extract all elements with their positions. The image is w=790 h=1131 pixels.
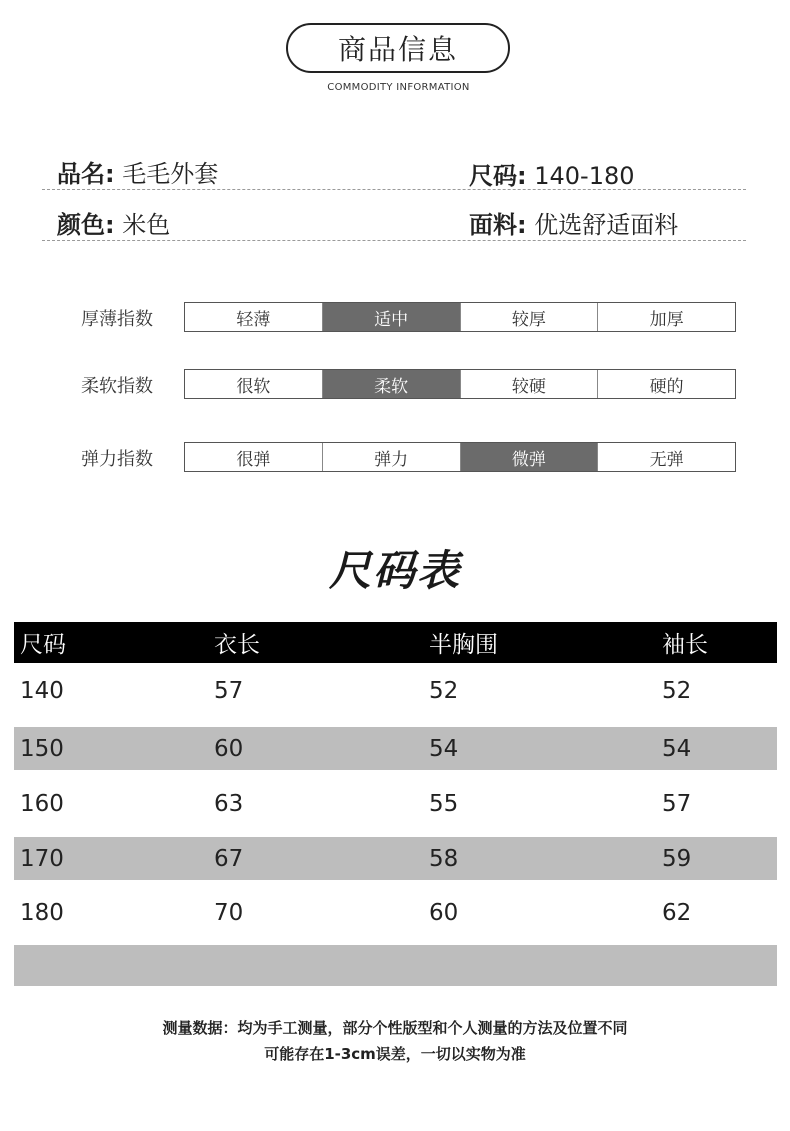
table-cell: 54 (429, 735, 459, 762)
scale-option: 很软 (185, 370, 323, 398)
table-cell: 57 (214, 678, 244, 704)
softness-index-scale (184, 369, 736, 399)
scale-option: 柔软 (323, 370, 461, 398)
softness-index-label: 柔软指数 (81, 376, 153, 397)
table-cell: 60 (429, 899, 459, 926)
product-size-value: 140-180 (534, 162, 635, 190)
scale-option: 很弹 (185, 443, 323, 471)
scale-option: 加厚 (649, 309, 684, 330)
table-cell: 52 (429, 678, 459, 704)
scale-option: 较硬 (461, 370, 599, 398)
size-chart-title: 尺码表 (328, 546, 461, 595)
section-subtitle: COMMODITY INFORMATION (327, 82, 470, 93)
table-cell: 170 (20, 845, 64, 872)
table-cell: 160 (20, 790, 64, 817)
table-row (14, 770, 777, 837)
table-cell: 54 (662, 735, 692, 762)
table-header-row (14, 622, 777, 663)
measurement-note-line2: 可能存在1-3cm误差，一切以实物为准 (264, 1045, 526, 1063)
table-row (14, 837, 777, 880)
table-header-cell: 半胸围 (429, 632, 498, 658)
elasticity-index-scale (184, 442, 736, 472)
table-row (14, 727, 777, 770)
table-cell: 57 (662, 790, 692, 817)
measurement-note-line1: 测量数据：均为手工测量，部分个性版型和个人测量的方法及位置不同 (162, 1019, 628, 1037)
table-cell: 60 (214, 735, 244, 762)
table-cell: 58 (429, 845, 459, 872)
product-name-label: 品名: (57, 160, 115, 188)
table-cell: 62 (662, 899, 692, 926)
table-row (14, 663, 777, 719)
table-row (14, 880, 777, 945)
scale-option: 无弹 (649, 449, 684, 470)
product-color-label: 颜色: (57, 211, 115, 239)
thickness-index-scale (184, 302, 736, 332)
table-cell: 140 (20, 678, 64, 704)
scale-option: 微弹 (461, 443, 599, 471)
divider (42, 240, 746, 241)
product-name-row (57, 154, 218, 189)
scale-option: 适中 (323, 303, 461, 331)
section-title-badge (286, 23, 510, 73)
size-chart-table (14, 622, 777, 986)
product-size-label: 尺码: (469, 162, 527, 190)
table-cell: 52 (662, 678, 692, 704)
thickness-index-label: 厚薄指数 (81, 309, 153, 330)
product-fabric-value: 优选舒适面料 (534, 211, 679, 239)
scale-option: 轻薄 (185, 303, 323, 331)
product-fabric-label: 面料: (469, 211, 527, 239)
table-cell: 70 (214, 899, 244, 926)
product-color-value: 米色 (122, 211, 171, 239)
scale-option: 较厚 (461, 303, 599, 331)
table-cell: 63 (214, 790, 244, 817)
table-header-cell: 尺码 (20, 632, 66, 658)
section-title: 商品信息 (337, 33, 458, 66)
product-name-value: 毛毛外套 (122, 160, 219, 188)
scale-option: 硬的 (649, 376, 684, 397)
table-header-cell: 衣长 (214, 632, 260, 658)
table-footer-row (14, 945, 777, 986)
elasticity-index-label: 弹力指数 (81, 449, 153, 470)
table-cell: 59 (662, 845, 692, 872)
scale-option: 弹力 (323, 443, 461, 471)
table-header-cell: 袖长 (662, 632, 708, 658)
product-color-row (57, 205, 170, 240)
table-cell: 150 (20, 735, 64, 762)
product-fabric-row (469, 205, 678, 240)
table-cell: 55 (429, 790, 459, 817)
divider (42, 189, 746, 190)
table-cell: 180 (20, 899, 64, 926)
table-cell: 67 (214, 845, 244, 872)
product-size-row (469, 156, 635, 191)
